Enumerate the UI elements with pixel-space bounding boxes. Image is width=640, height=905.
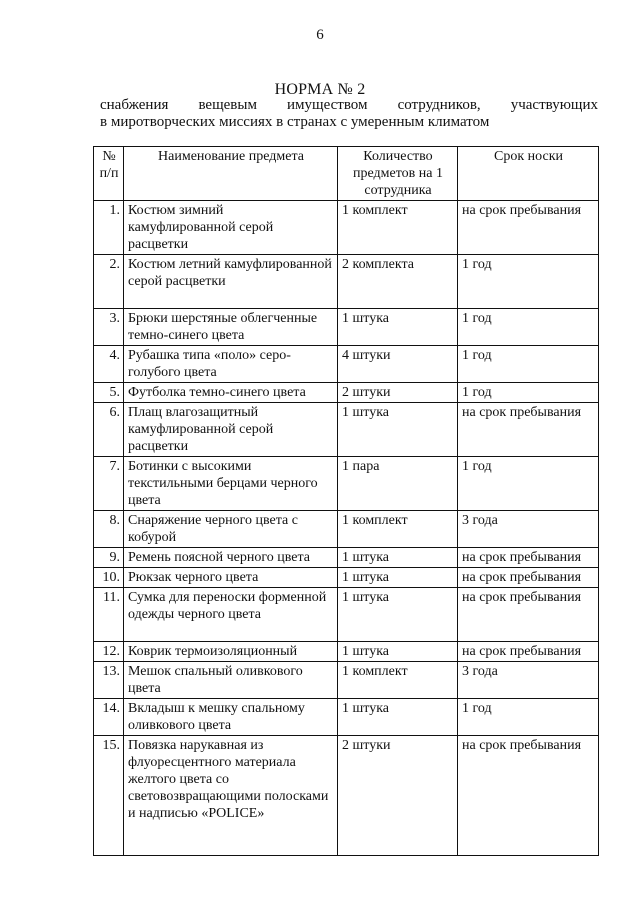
- row-quantity: 2 комплекта: [338, 255, 458, 309]
- row-number: 1.: [94, 201, 124, 255]
- row-wear-term: на срок пребывания: [458, 736, 599, 856]
- row-wear-term: 1 год: [458, 255, 599, 309]
- row-number: 14.: [94, 699, 124, 736]
- table-row: [94, 201, 599, 255]
- row-quantity: 1 пара: [338, 457, 458, 511]
- row-item-name: Сумка для переноски форменной одежды черного цвета: [124, 588, 338, 642]
- document-title: НОРМА № 2: [274, 81, 366, 98]
- row-item-name: Повязка нарукавная из флуоресцентного материала желтого цвета со световозвращающими полосками и надписью «POLICE»: [124, 736, 338, 856]
- row-wear-term: 1 год: [458, 346, 599, 383]
- table-row: [94, 548, 599, 568]
- table-header-row: [94, 147, 599, 201]
- table-row: [94, 642, 599, 662]
- table-row: [94, 736, 599, 856]
- table-row: [94, 457, 599, 511]
- row-wear-term: 3 года: [458, 662, 599, 699]
- table-row: [94, 309, 599, 346]
- row-item-name: Футболка темно-синего цвета: [124, 383, 338, 403]
- row-quantity: 1 штука: [338, 642, 458, 662]
- row-number: 2.: [94, 255, 124, 309]
- row-quantity: 1 штука: [338, 403, 458, 457]
- row-quantity: 4 штуки: [338, 346, 458, 383]
- row-number: 5.: [94, 383, 124, 403]
- page-number: 6: [316, 27, 324, 43]
- row-wear-term: на срок пребывания: [458, 403, 599, 457]
- row-quantity: 1 комплект: [338, 201, 458, 255]
- row-number: 10.: [94, 568, 124, 588]
- row-number: 12.: [94, 642, 124, 662]
- row-item-name: Снаряжение черного цвета с кобурой: [124, 511, 338, 548]
- document-subtitle-line-1: снабжения вещевым имуществом сотрудников, участвующих: [100, 97, 598, 113]
- row-wear-term: 1 год: [458, 457, 599, 511]
- document-subtitle-line-2: в миротворческих миссиях в странах с умеренным климатом: [100, 114, 490, 130]
- table-row: [94, 383, 599, 403]
- row-item-name: Вкладыш к мешку спальному оливкового цвета: [124, 699, 338, 736]
- row-number: 3.: [94, 309, 124, 346]
- table-row: [94, 403, 599, 457]
- row-item-name: Плащ влагозащитный камуфлированной серой расцветки: [124, 403, 338, 457]
- row-number: 11.: [94, 588, 124, 642]
- table-row: [94, 568, 599, 588]
- row-quantity: 1 штука: [338, 588, 458, 642]
- row-quantity: 1 комплект: [338, 511, 458, 548]
- row-number: 13.: [94, 662, 124, 699]
- row-quantity: 1 штука: [338, 548, 458, 568]
- row-quantity: 1 комплект: [338, 662, 458, 699]
- row-quantity: 1 штука: [338, 699, 458, 736]
- row-item-name: Костюм зимний камуфлированной серой расцветки: [124, 201, 338, 255]
- row-number: 6.: [94, 403, 124, 457]
- table-row: [94, 699, 599, 736]
- row-number: 8.: [94, 511, 124, 548]
- row-item-name: Мешок спальный оливкового цвета: [124, 662, 338, 699]
- row-wear-term: 1 год: [458, 309, 599, 346]
- row-number: 4.: [94, 346, 124, 383]
- row-wear-term: на срок пребывания: [458, 588, 599, 642]
- row-number: 7.: [94, 457, 124, 511]
- row-wear-term: на срок пребывания: [458, 568, 599, 588]
- table-row: [94, 662, 599, 699]
- row-item-name: Брюки шерстяные облегченные темно-синего цвета: [124, 309, 338, 346]
- row-wear-term: на срок пребывания: [458, 642, 599, 662]
- row-item-name: Рубашка типа «поло» серо-голубого цвета: [124, 346, 338, 383]
- row-item-name: Костюм летний камуфлированной серой расцветки: [124, 255, 338, 309]
- supply-norm-table: [93, 146, 599, 856]
- header-quantity: Количество предметов на 1 сотрудника: [338, 147, 458, 201]
- row-wear-term: 1 год: [458, 383, 599, 403]
- table-row: [94, 346, 599, 383]
- header-wear-term: Срок носки: [458, 147, 599, 201]
- row-wear-term: 3 года: [458, 511, 599, 548]
- row-item-name: Ремень поясной черного цвета: [124, 548, 338, 568]
- header-number: № п/п: [94, 147, 124, 201]
- row-wear-term: 1 год: [458, 699, 599, 736]
- row-number: 9.: [94, 548, 124, 568]
- row-number: 15.: [94, 736, 124, 856]
- table-row: [94, 255, 599, 309]
- row-wear-term: на срок пребывания: [458, 201, 599, 255]
- header-item-name: Наименование предмета: [124, 147, 338, 201]
- row-item-name: Коврик термоизоляционный: [124, 642, 338, 662]
- row-item-name: Ботинки с высокими текстильными берцами черного цвета: [124, 457, 338, 511]
- row-quantity: 2 штуки: [338, 383, 458, 403]
- table-row: [94, 511, 599, 548]
- row-quantity: 1 штука: [338, 568, 458, 588]
- table-row: [94, 588, 599, 642]
- row-quantity: 1 штука: [338, 309, 458, 346]
- row-item-name: Рюкзак черного цвета: [124, 568, 338, 588]
- row-wear-term: на срок пребывания: [458, 548, 599, 568]
- row-quantity: 2 штуки: [338, 736, 458, 856]
